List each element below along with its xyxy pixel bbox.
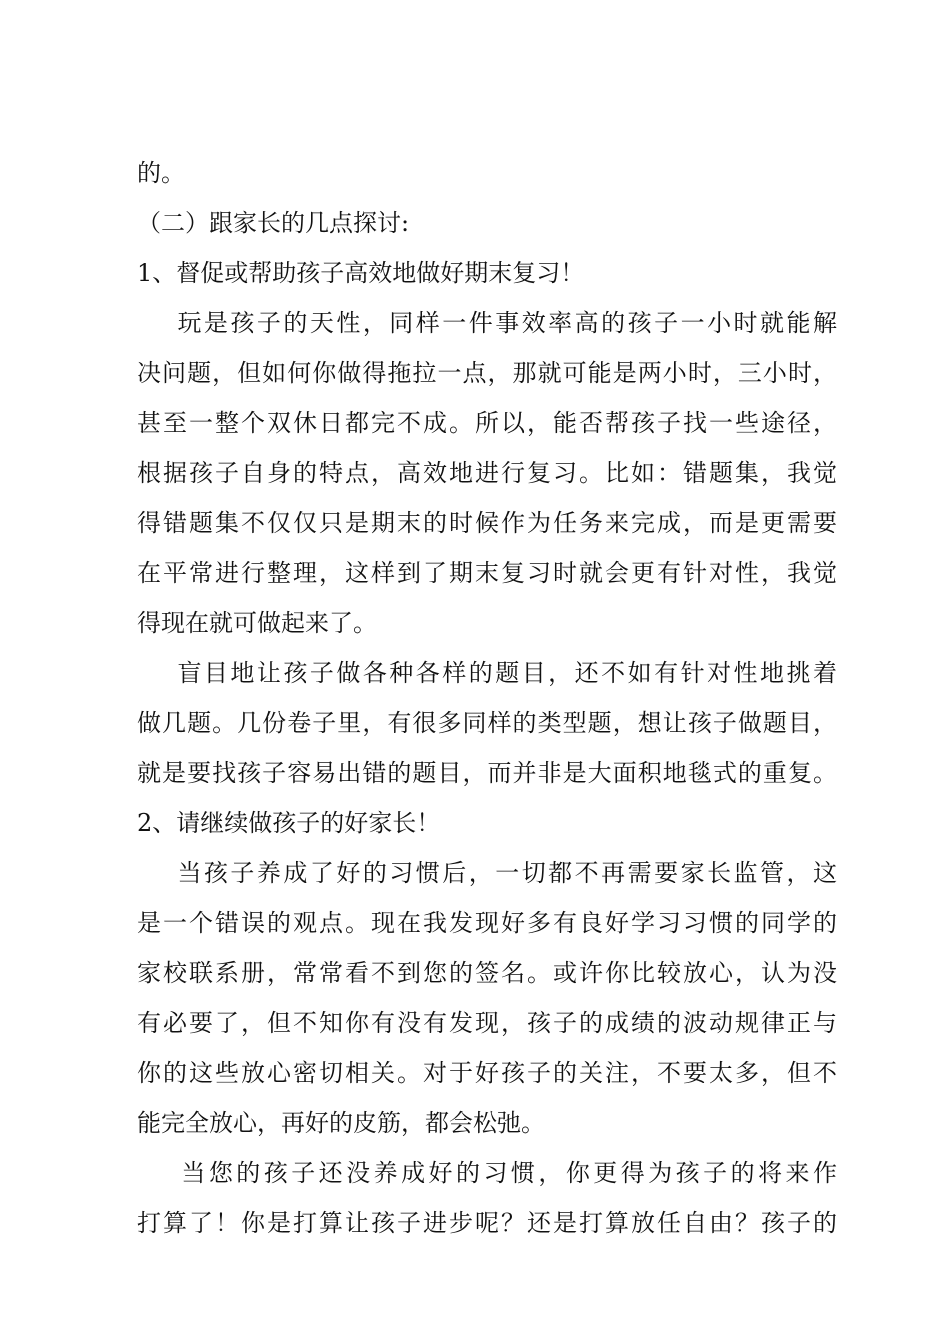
text-line: 在平常进行整理，这样到了期末复习时就会更有针对性，我觉 <box>137 559 837 587</box>
text-line: 得现在就可做起来了。 <box>137 609 377 637</box>
text-line: 有必要了，但不知你有没有发现，孩子的成绩的波动规律正与 <box>137 1009 837 1037</box>
text-line: 能完全放心，再好的皮筋，都会松弛。 <box>137 1109 545 1137</box>
numbered-heading: 2、请继续做孩子的好家长！ <box>137 809 441 837</box>
text-line: 玩是孩子的天性，同样一件事效率高的孩子一小时就能解 <box>137 309 837 337</box>
text-line: 甚至一整个双休日都完不成。所以，能否帮孩子找一些途径， <box>137 409 837 437</box>
text-line: 做几题。几份卷子里，有很多同样的类型题，想让孩子做题目， <box>137 709 837 737</box>
text-line: 当孩子养成了好的习惯后，一切都不再需要家长监管，这 <box>137 859 837 887</box>
text-line: 得错题集不仅仅只是期末的时候作为任务来完成，而是更需要 <box>137 509 837 537</box>
text-line: 是一个错误的观点。现在我发现好多有良好学习习惯的同学的 <box>137 909 837 937</box>
text-line: 打算了！你是打算让孩子进步呢？还是打算放任自由？孩子的 <box>137 1209 837 1237</box>
text-line: 就是要找孩子容易出错的题目，而并非是大面积地毯式的重复。 <box>137 759 837 787</box>
text-line: 根据孩子自身的特点，高效地进行复习。比如：错题集，我觉 <box>137 459 837 487</box>
text-line: 的。 <box>137 159 185 187</box>
numbered-heading: 1、督促或帮助孩子高效地做好期末复习！ <box>137 259 585 287</box>
text-line: 家校联系册，常常看不到您的签名。或许你比较放心，认为没 <box>137 959 837 987</box>
text-line: 你的这些放心密切相关。对于好孩子的关注，不要太多，但不 <box>137 1059 837 1087</box>
section-heading: （二）跟家长的几点探讨: <box>137 209 410 237</box>
text-line: 决问题，但如何你做得拖拉一点，那就可能是两小时，三小时， <box>137 359 837 387</box>
text-line: 当您的孩子还没养成好的习惯，你更得为孩子的将来作 <box>137 1159 837 1187</box>
text-line: 盲目地让孩子做各种各样的题目，还不如有针对性地挑着 <box>137 659 837 687</box>
